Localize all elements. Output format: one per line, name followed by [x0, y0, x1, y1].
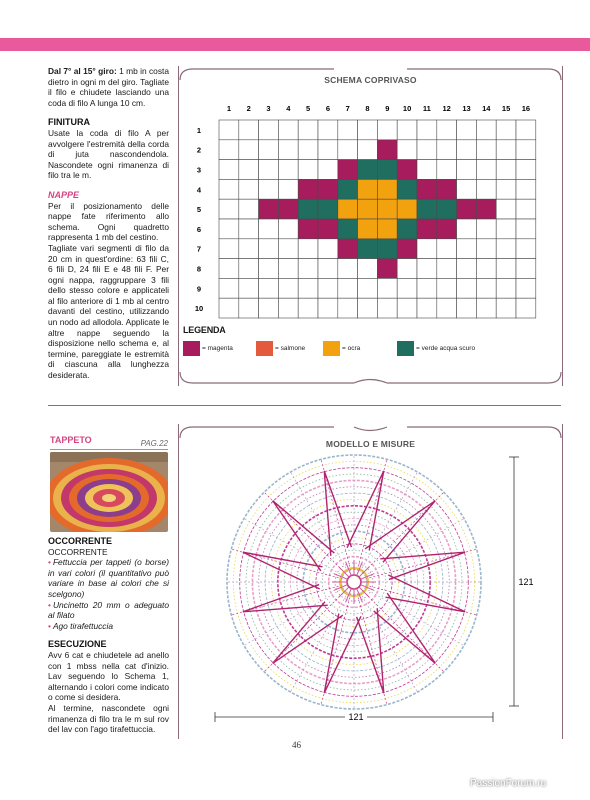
grid-cell: [358, 259, 378, 279]
grid-cell: [496, 298, 516, 318]
grid-cell: [358, 219, 378, 239]
legend-item: [256, 340, 305, 356]
legend-label: = verde acqua scuro: [416, 344, 476, 352]
grid-cell: [457, 199, 477, 219]
row-label: 2: [196, 145, 202, 155]
row-label: 1: [196, 125, 202, 135]
grid-cell: [397, 298, 417, 318]
grid-cell: [417, 278, 437, 298]
grid-cell: [338, 298, 358, 318]
row-label: 6: [196, 224, 202, 234]
grid-cell: [318, 239, 338, 259]
stitch-petal: [243, 585, 328, 612]
grid-cell: [298, 219, 318, 239]
grid-cell: [437, 298, 457, 318]
grid-cell: [298, 160, 318, 180]
grid-cell: [417, 199, 437, 219]
grid-cell: [417, 120, 437, 140]
grid-cell: [437, 160, 457, 180]
grid-cell: [259, 278, 279, 298]
grid-cell: [298, 120, 318, 140]
grid-cell: [298, 259, 318, 279]
grid-cell: [318, 278, 338, 298]
page-number: 46: [292, 740, 301, 750]
grid-cell: [417, 160, 437, 180]
grid-cell: [239, 199, 259, 219]
grid-cell: [476, 298, 496, 318]
grid-cell: [219, 298, 239, 318]
grid-cell: [219, 120, 239, 140]
grid-cell: [397, 160, 417, 180]
grid-cell: [219, 239, 239, 259]
grid-cell: [516, 160, 536, 180]
grid-cell: [457, 259, 477, 279]
modello-frame: [178, 424, 563, 739]
grid-cell: [476, 239, 496, 259]
row-label: 7: [196, 244, 202, 254]
column-label: 3: [266, 104, 271, 113]
watermark: PassionForum.ru: [470, 778, 547, 789]
bullet-icon: •: [48, 620, 51, 631]
section-separator: [48, 405, 561, 406]
grid-cell: [516, 298, 536, 318]
grid-cell: [239, 179, 259, 199]
finitura-title: FINITURA: [48, 117, 90, 128]
stitch-petal: [357, 608, 384, 693]
grid-cell: [437, 278, 457, 298]
grid-cell: [259, 120, 279, 140]
column-label: 4: [286, 104, 291, 113]
grid-cell: [476, 278, 496, 298]
row-label: 8: [196, 264, 202, 274]
grid-cell: [457, 140, 477, 160]
grid-cell: [338, 120, 358, 140]
giro-bold: Dal 7° al 15° giro:: [48, 66, 117, 76]
grid-cell: [516, 278, 536, 298]
grid-cell: [338, 278, 358, 298]
legend-label: = salmone: [275, 344, 306, 352]
grid-cell: [377, 120, 397, 140]
tappeto-title: TAPPETO: [50, 435, 92, 445]
grid-cell: [338, 219, 358, 239]
grid-cell: [318, 140, 338, 160]
grid-cell: [496, 179, 516, 199]
grid-cell: [476, 259, 496, 279]
grid-cell: [239, 219, 259, 239]
grid-cell: [278, 219, 298, 239]
width-label: 121: [348, 712, 364, 722]
grid-cell: [377, 179, 397, 199]
grid-cell: [377, 239, 397, 259]
grid-cell: [476, 179, 496, 199]
grid-cell: [397, 120, 417, 140]
legend-label: = magenta: [202, 344, 233, 352]
grid-cell: [278, 259, 298, 279]
modello-title: MODELLO E MISURE: [325, 439, 416, 449]
row-label: 4: [196, 185, 202, 195]
grid-cell: [338, 179, 358, 199]
grid-cell: [377, 278, 397, 298]
centre-stitch: [338, 587, 349, 598]
grid-cell: [259, 140, 279, 160]
grid-cell: [457, 298, 477, 318]
grid-cell: [298, 239, 318, 259]
grid-cell: [377, 298, 397, 318]
grid-cell: [457, 160, 477, 180]
grid-cell: [318, 179, 338, 199]
finitura-text: Usate la coda di filo A per avvolgere l'estremità della corda di juta nascondendola. Nascondete ogni rimanenza di filo tra le m.: [48, 127, 169, 181]
grid-cell: [437, 179, 457, 199]
grid-cell: [259, 199, 279, 219]
grid-cell: [278, 298, 298, 318]
grid-cell: [516, 239, 536, 259]
centre-stitch: [359, 566, 370, 577]
grid-cell: [219, 160, 239, 180]
grid-cell: [417, 298, 437, 318]
grid-cell: [278, 278, 298, 298]
grid-cell: [338, 239, 358, 259]
grid-cell: [239, 259, 259, 279]
row-label: 5: [196, 205, 202, 215]
grid-cell: [259, 298, 279, 318]
grid-cell: [437, 120, 457, 140]
grid-cell: [219, 219, 239, 239]
legend-swatch: [183, 341, 200, 356]
column-label: 8: [365, 104, 370, 113]
grid-cell: [338, 259, 358, 279]
legend-title: LEGENDA: [183, 325, 226, 335]
grid-cell: [496, 239, 516, 259]
grid-cell: [496, 278, 516, 298]
grid-cell: [298, 140, 318, 160]
grid-cell: [358, 199, 378, 219]
grid-cell: [437, 219, 457, 239]
column-label: 15: [501, 104, 511, 113]
giro-rest: 1 mb in costa dietro in ogni m del giro. Tagliate il filo e chiudete lasciando una coda di filo A lunga 10 cm.: [48, 66, 169, 108]
grid-cell: [476, 120, 496, 140]
legend-swatch: [323, 341, 340, 356]
grid-cell: [318, 219, 338, 239]
grid-cell: [358, 140, 378, 160]
grid-cell: [239, 120, 259, 140]
legend-item: [397, 340, 475, 356]
grid-cell: [278, 239, 298, 259]
grid-cell: [377, 140, 397, 160]
grid-cell: [417, 219, 437, 239]
stitch-ring: [322, 550, 386, 614]
grid-cell: [259, 219, 279, 239]
centre-ring: [347, 575, 361, 589]
grid-cell: [298, 199, 318, 219]
grid-cell: [239, 160, 259, 180]
legend-swatch: [256, 341, 273, 356]
grid-cell: [457, 239, 477, 259]
grid-cell: [377, 199, 397, 219]
grid-cell: [476, 199, 496, 219]
grid-cell: [397, 259, 417, 279]
legend-item: [183, 340, 233, 356]
tappeto-rule: [50, 449, 168, 450]
grid-cell: [397, 219, 417, 239]
grid-cell: [496, 219, 516, 239]
nappe-paragraph-1: Per il posizionamento delle nappe fate riferimento allo schema. Ogni quadretto rappresenta 1 mb del cestino.: [48, 200, 169, 243]
grid-cell: [239, 239, 259, 259]
grid-cell: [259, 259, 279, 279]
column-label: 2: [246, 104, 251, 113]
nappe-paragraph-2: Tagliate vari segmenti di filo da 20 cm in quest'ordine: 63 fili C, 6 fili D, 24 fili E e 48 fili F. Per ogni nappa, raggruppare 3 fili dello stesso colore e applicateli al filo anteriore di 1 mb al centro davanti del cestino, utilizzando un nodo ad allodola. Applicate le altre nappe seguendo la disposizione nello schema e, al termine, pareggiate le estremità di ciascuna alla lunghezza desiderata.: [48, 242, 169, 381]
grid-cell: [496, 259, 516, 279]
material-item: • Fettuccia per tappeti (o borse) in vari colori (il quantitativo può variare in base ai colori che si scelgono): [48, 557, 169, 599]
grid-cell: [457, 120, 477, 140]
grid-cell: [437, 259, 457, 279]
grid-cell: [219, 140, 239, 160]
grid-cell: [298, 278, 318, 298]
material-item: • Ago tirafettuccia: [48, 620, 113, 631]
grid-cell: [358, 160, 378, 180]
grid-cell: [516, 120, 536, 140]
page-ref: PAG.22: [140, 439, 168, 448]
grid-cell: [397, 179, 417, 199]
grid-cell: [397, 140, 417, 160]
grid-cell: [278, 179, 298, 199]
grid-cell: [219, 179, 239, 199]
column-label: 6: [325, 104, 330, 113]
row-label: 9: [196, 284, 202, 294]
grid-cell: [476, 219, 496, 239]
grid-cell: [298, 298, 318, 318]
grid-cell: [358, 179, 378, 199]
grid-cell: [496, 140, 516, 160]
grid-cell: [437, 199, 457, 219]
giro-paragraph: [48, 66, 169, 108]
occorrente-title: OCCORRENTE: [48, 536, 113, 546]
centre-stitch: [338, 566, 349, 577]
grid-cell: [437, 239, 457, 259]
grid-cell: [417, 259, 437, 279]
grid-cell: [338, 160, 358, 180]
grid-cell: [318, 298, 338, 318]
grid-cell: [358, 278, 378, 298]
centre-stitch: [359, 587, 370, 598]
stitch-spoke: [244, 588, 344, 646]
stitch-spoke: [364, 519, 464, 577]
grid-cell: [338, 199, 358, 219]
grid-cell: [516, 259, 536, 279]
bullet-icon: •: [48, 599, 51, 610]
column-label: 7: [345, 104, 350, 113]
grid-cell: [239, 278, 259, 298]
grid-cell: [516, 199, 536, 219]
grid-cell: [318, 160, 338, 180]
grid-cell: [358, 239, 378, 259]
grid-cell: [397, 199, 417, 219]
grid-cell: [298, 179, 318, 199]
schema-frame: [178, 66, 563, 386]
grid-cell: [239, 298, 259, 318]
grid-cell: [358, 120, 378, 140]
grid-cell: [457, 179, 477, 199]
grid-cell: [417, 179, 437, 199]
grid-cell: [318, 199, 338, 219]
grid-cell: [219, 259, 239, 279]
grid-cell: [457, 219, 477, 239]
stitch-petal: [324, 471, 351, 556]
grid-cell: [318, 259, 338, 279]
esecuzione-title: ESECUZIONE: [48, 639, 107, 650]
column-label: 14: [482, 104, 491, 113]
grid-cell: [278, 199, 298, 219]
grid-cell: [278, 140, 298, 160]
grid-cell: [516, 179, 536, 199]
column-label: 9: [385, 104, 390, 113]
row-label: 10: [194, 304, 204, 314]
grid-cell: [259, 179, 279, 199]
top-color-bar: [0, 38, 590, 51]
grid-cell: [476, 160, 496, 180]
grid-cell: [457, 278, 477, 298]
tappeto-header: [50, 430, 168, 448]
grid-cell: [259, 160, 279, 180]
grid-cell: [377, 259, 397, 279]
grid-cell: [516, 140, 536, 160]
grid-cell: [239, 140, 259, 160]
grid-cell: [278, 120, 298, 140]
grid-cell: [338, 140, 358, 160]
grid-cell: [516, 219, 536, 239]
column-label: 1: [226, 104, 231, 113]
grid-cell: [278, 160, 298, 180]
grid-cell: [437, 140, 457, 160]
grid-cell: [397, 239, 417, 259]
legend-swatch: [397, 341, 414, 356]
grid-cell: [496, 120, 516, 140]
esecuzione-paragraph-2: Al termine, nascondete ogni rimanenza di filo tra le m sul rov del lav con l'ago tirafettuccia.: [48, 702, 169, 735]
rug-photo: [50, 452, 168, 532]
grid-cell: [358, 298, 378, 318]
column-label: 13: [462, 104, 471, 113]
section2-text: [48, 536, 169, 735]
grid-cell: [496, 160, 516, 180]
grid-cell: [318, 120, 338, 140]
material-item: • Uncinetto 20 mm o adeguato al filato: [48, 599, 169, 621]
grid-cell: [219, 199, 239, 219]
section1-text: [48, 66, 169, 381]
height-label: 121: [518, 577, 534, 587]
grid-cell: [417, 239, 437, 259]
legend-label: = ocra: [342, 344, 361, 352]
grid-cell: [377, 219, 397, 239]
column-label: 12: [442, 104, 451, 113]
column-label: 5: [306, 104, 311, 113]
grid-cell: [377, 160, 397, 180]
occorrente-subtitle: OCCORRENTE: [48, 546, 108, 557]
legend-item: [323, 340, 360, 356]
schema-title: SCHEMA COPRIVASO: [324, 75, 417, 85]
grid-cell: [219, 278, 239, 298]
row-label: 3: [196, 165, 202, 175]
column-label: 16: [521, 104, 531, 113]
grid-cell: [397, 278, 417, 298]
column-label: 11: [422, 104, 431, 113]
grid-cell: [417, 140, 437, 160]
schema-grid: [179, 100, 562, 350]
grid-cell: [476, 140, 496, 160]
column-label: 10: [402, 104, 412, 113]
grid-cell: [259, 239, 279, 259]
bullet-icon: •: [48, 557, 51, 568]
nappe-title: NAPPE: [48, 189, 80, 200]
legend-row: [183, 340, 558, 358]
stitch-petal: [380, 552, 465, 579]
grid-cell: [496, 199, 516, 219]
rug-diagram: [179, 452, 562, 752]
esecuzione-paragraph-1: Avv 6 cat e chiudetele ad anello con 1 mbss nella cat d'inizio. Lav seguendo lo Schema 1, alternando i colori come indicato o come si desidera.: [48, 649, 169, 703]
